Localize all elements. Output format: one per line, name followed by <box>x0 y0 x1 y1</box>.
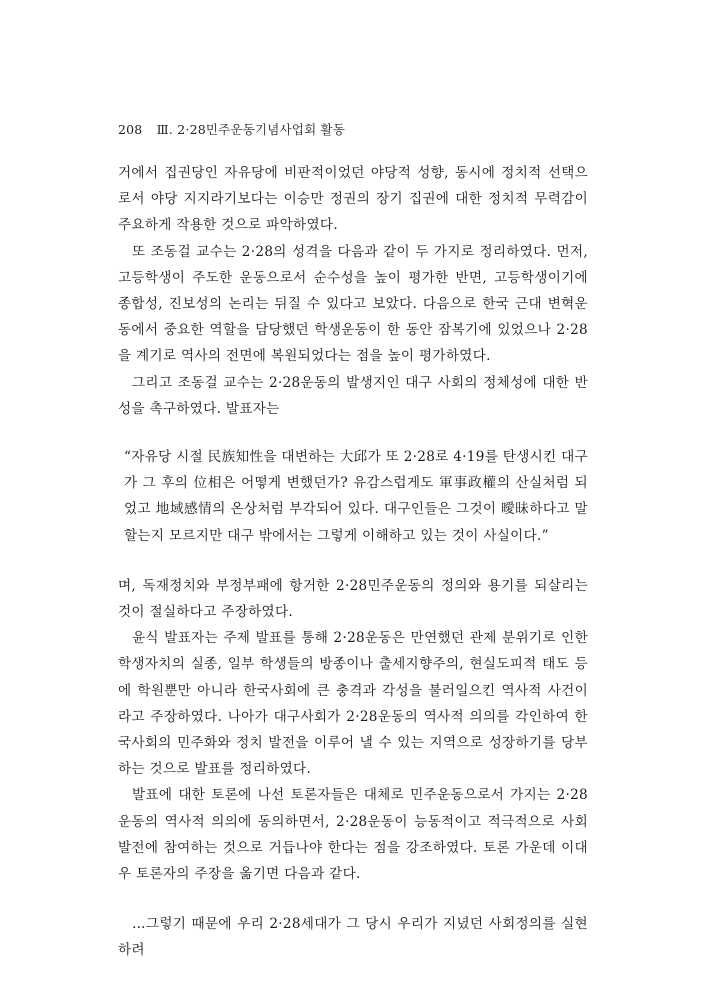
paragraph-6: 발표에 대한 토론에 나선 토론자들은 대체로 민주운동으로서 가지는 2·28운동의 역사적 의의에 동의하면서, 2·28운동이 능동적이고 적극적으로 사회 발전에 참여하는 것으로 거듭나야 한다는 점을 강조하였다. 토론 가운데 이대우 토론자의 주장을 옮기면 다음과 같다. <box>118 787 588 883</box>
running-header <box>118 120 345 138</box>
paragraph-3: 그리고 조동걸 교수는 2·28운동의 발생지인 대구 사회의 정체성에 대한 반성을 촉구하였다. 발표자는 <box>118 374 588 417</box>
paragraph-7: …그렇기 때문에 우리 2·28세대가 그 당시 우리가 지녔던 사회정의를 실현하려 <box>118 916 588 959</box>
paragraph-2: 또 조동걸 교수는 2·28의 성격을 다음과 같이 두 가지로 정리하였다. 먼저, 고등학생이 주도한 운동으로서 순수성을 높이 평가한 반면, 고등학생이기에 종합성, 진보성의 논리는 뒤질 수 있다고 보았다. 다음으로 한국 근대 변혁운동에서 중요한 역할을 담당했던 학생운동이 한 동안 잠복기에 있었으나 2·28을 계기로 역사의 전면에 복원되었다는 점을 높이 평가하였다. <box>118 243 588 365</box>
paragraph-4: 며, 독재정치와 부정부패에 항거한 2·28민주운동의 정의와 용기를 되살리는 것이 절실하다고 주장하였다. <box>118 577 588 621</box>
section-title: Ⅲ. 2·28민주운동기념사업회 활동 <box>156 122 346 137</box>
paragraph-5: 윤식 발표자는 주제 발표를 통해 2·28운동은 만연했던 관제 분위기로 인한 학생자치의 실종, 일부 학생들의 방종이나 출세지향주의, 현실도피적 태도 등에 학원뿐만 아니라 한국사회에 큰 충격과 각성을 불러일으킨 역사적 사건이라고 주장하였다. 나아가 대구사회가 2·28운동의 역사적 의의를 각인하여 한국사회의 민주화와 정치 발전을 이루어 낼 수 있는 지역으로 성장하기를 당부하는 것으로 발표를 정리하였다. <box>118 630 588 778</box>
paragraph-1: 거에서 집권당인 자유당에 비판적이었던 야당적 성향, 동시에 정치적 선택으로서 야당 지지라기보다는 이승만 정권의 장기 집권에 대한 정치적 무력감이 주요하게 작용한 것으로 파악하였다. <box>118 165 588 234</box>
page-number: 208 <box>118 122 143 137</box>
body-text <box>118 160 588 964</box>
block-quote: “자유당 시절 民族知性을 대변하는 大邱가 또 2·28로 4·19를 탄생시킨 대구가 그 후의 位相은 어떻게 변했던가? 유감스럽게도 軍事政權의 산실처럼 되었고 地域感情의 온상처럼 부각되어 있다. 대구인들은 그것이 曖昧하다고 말할는지 모르지만 대구 밖에서는 그렇게 이해하고 있는 것이 사실이다.” <box>124 449 588 544</box>
